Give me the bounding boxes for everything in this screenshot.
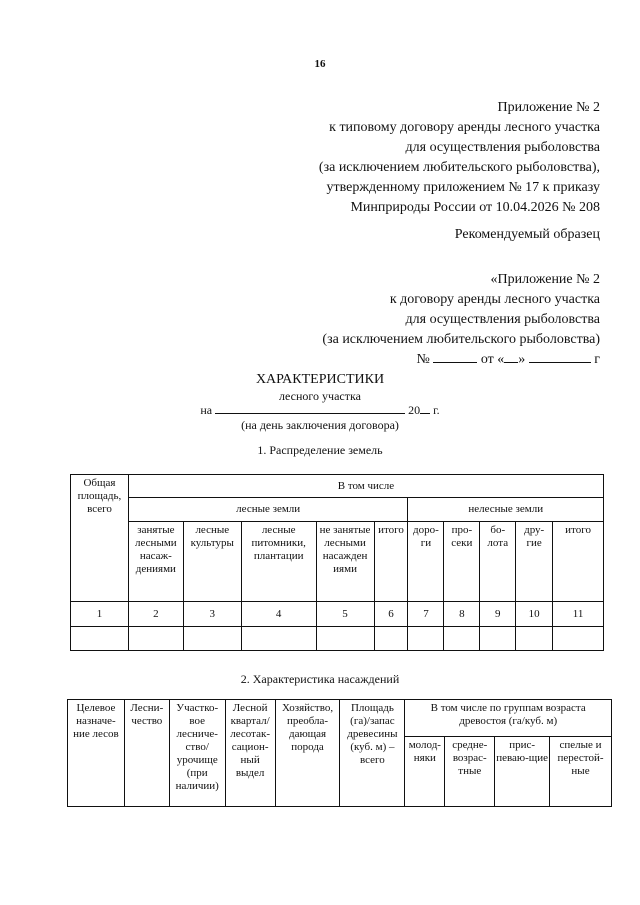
section2-heading: 2. Характеристика насаждений (240, 672, 400, 686)
column-number: 5 (316, 602, 374, 627)
col-not-covered: не занятые лесными насажден иями (316, 522, 374, 602)
col-nurseries: лесные питомники, плантации (241, 522, 316, 602)
col-maturing: прис-певаю-щие (495, 737, 550, 807)
column-number: 3 (183, 602, 241, 627)
contract-appendix-line: (за исключением любительского рыболовства) (322, 332, 600, 347)
col-middle-aged: средне-возрас-тные (445, 737, 495, 807)
col-other: дру-гие (516, 522, 553, 602)
col-clearings: про-секи (444, 522, 480, 602)
column-number: 1 (71, 602, 129, 627)
col-age-groups: В том числе по группам возраста древостоя (га/куб. м) (405, 700, 612, 737)
group-nonforest-lands: нелесные земли (408, 498, 604, 522)
column-number: 9 (480, 602, 516, 627)
col-target-purpose: Целевое назначе-ние лесов (68, 700, 125, 807)
date-mid: » (518, 352, 526, 367)
appendix-header-line: Приложение № 2 (497, 100, 600, 115)
column-number: 7 (408, 602, 444, 627)
col-roads: доро-ги (408, 522, 444, 602)
col-forest-stands: занятые лесными насаж-дениями (128, 522, 183, 602)
column-number: 11 (553, 602, 604, 627)
col-forest-cultures: лесные культуры (183, 522, 241, 602)
doc-title: ХАРАКТЕРИСТИКИ (255, 372, 385, 387)
year-suffix: г (594, 352, 600, 367)
page-number: 16 (314, 58, 326, 70)
date-blank (215, 413, 405, 414)
number-blank (433, 362, 477, 363)
contract-number-line (322, 350, 600, 370)
date-line-prefix: на (200, 403, 213, 417)
column-number: 2 (128, 602, 183, 627)
column-number: 4 (241, 602, 316, 627)
date-line-year: 20 (408, 403, 421, 417)
number-prefix: № (416, 352, 430, 367)
date-prefix: от « (480, 352, 505, 367)
recommended-sample: Рекомендуемый образец (454, 227, 600, 242)
date-line (0, 403, 640, 418)
col-forestry: Лесни-чество (124, 700, 169, 807)
col-dominant-species: Хозяйство, преобла-дающая порода (275, 700, 340, 807)
col-district-forestry: Участко-вое лесниче-ство/ урочище (при наличии) (169, 700, 225, 807)
col-mature-overmature: спелые и перестой-ные (550, 737, 612, 807)
col-young: молод-няки (405, 737, 445, 807)
contract-appendix (322, 270, 600, 370)
date-line-suffix: г. (433, 403, 440, 417)
col-area-stock: Площадь (га)/запас древесины (куб. м) – всего (340, 700, 405, 807)
section1-heading: 1. Распределение земель (257, 443, 383, 457)
appendix-header-line: для осуществления рыболовства (405, 140, 600, 155)
month-blank (529, 362, 591, 363)
group-forest-lands: лесные земли (128, 498, 408, 522)
appendix-header-line: Минприроды России от 10.04.2026 № 208 (350, 200, 600, 215)
col-including: В том числе (128, 475, 603, 498)
contract-appendix-line: «Приложение № 2 (490, 272, 600, 287)
col-total-area: Общая площадь, всего (71, 475, 129, 602)
appendix-header-line: (за исключением любительского рыболовства), (318, 160, 600, 175)
column-number: 8 (444, 602, 480, 627)
doc-subtitle: лесного участка (279, 389, 361, 403)
column-number: 6 (374, 602, 408, 627)
col-quarter-plot: Лесной квартал/ лесотак-сацион-ный выдел (225, 700, 275, 807)
appendix-header (319, 98, 600, 218)
appendix-header-line: к типовому договору аренды лесного участка (329, 120, 600, 135)
contract-appendix-line: для осуществления рыболовства (405, 312, 600, 327)
col-swamps: бо-лота (480, 522, 516, 602)
year-blank (420, 413, 430, 414)
col-nonforest-total: итого (553, 522, 604, 602)
day-blank (504, 362, 518, 363)
column-number: 10 (516, 602, 553, 627)
empty-data-row (71, 627, 604, 651)
date-note: (на день заключения договора) (241, 418, 399, 432)
stands-characteristics-table (67, 699, 612, 807)
col-forest-total: итого (374, 522, 408, 602)
appendix-header-line: утвержденному приложением № 17 к приказу (326, 180, 600, 195)
contract-appendix-line: к договору аренды лесного участка (389, 292, 600, 307)
land-distribution-table (70, 474, 604, 651)
